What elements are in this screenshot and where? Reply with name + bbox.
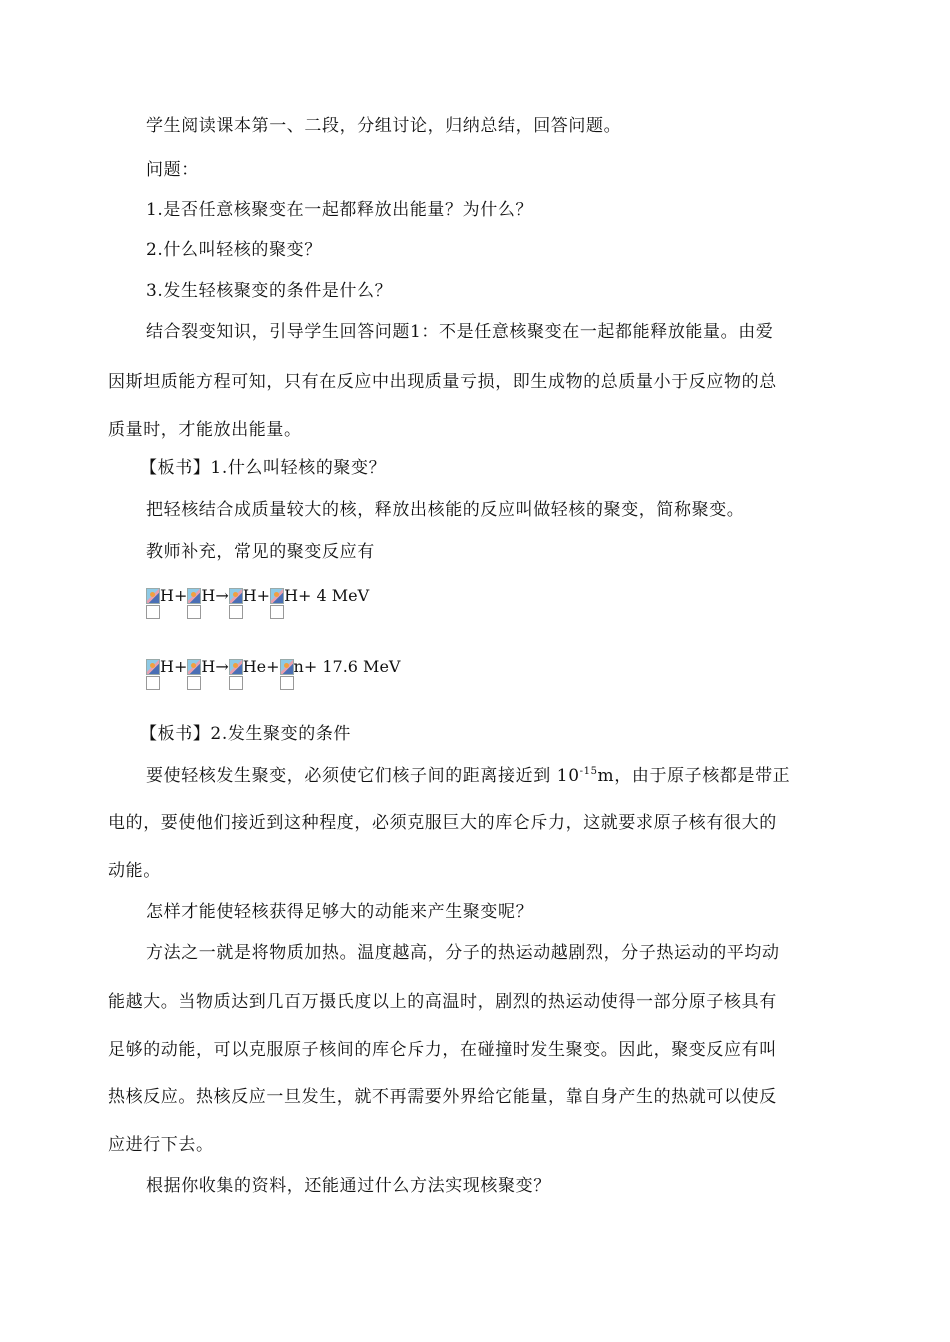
question-3: 3.发生轻核聚变的条件是什么？ <box>146 281 393 301</box>
fusion-equation-1: H+ H→ H+ H+ 4 MeV <box>146 586 369 620</box>
method-line-1: 方法之一就是将物质加热。温度越高，分子的热运动越剧烈，分子热运动的平均动 <box>146 943 780 963</box>
nuclide-image-icon <box>229 657 243 691</box>
nuclide-image-icon <box>187 586 201 620</box>
answer-1-line-3: 质量时，才能放出能量。 <box>108 420 302 440</box>
method-line-2: 能越大。当物质达到几百万摄氏度以上的高温时，剧烈的热运动使得一部分原子核具有 <box>108 992 777 1012</box>
nuclide-image-icon <box>229 586 243 620</box>
answer-1-line-2: 因斯坦质能方程可知，只有在反应中出现质量亏损，即生成物的总质量小于反应物的总 <box>108 372 777 392</box>
nuclide-image-icon <box>280 657 294 691</box>
method-line-4: 热核反应。热核反应一旦发生，就不再需要外界给它能量，靠自身产生的热就可以使反 <box>108 1087 777 1107</box>
closing-question: 根据你收集的资料，还能通过什么方法实现核聚变？ <box>146 1176 551 1196</box>
question-1: 1.是否任意核聚变在一起都释放出能量？为什么？ <box>146 200 534 220</box>
teacher-supplement: 教师补充，常见的聚变反应有 <box>146 542 375 562</box>
condition-line-2: 电的，要使他们接近到这种程度，必须克服巨大的库仑斥力，这就要求原子核有很大的 <box>108 813 777 833</box>
board-note-1: 【板书】1.什么叫轻核的聚变？ <box>140 458 387 478</box>
fusion-definition: 把轻核结合成质量较大的核，释放出核能的反应叫做轻核的聚变，简称聚变。 <box>146 500 745 520</box>
question-2: 2.什么叫轻核的聚变？ <box>146 240 322 260</box>
condition-line-1: 要使轻核发生聚变，必须使它们核子间的距离接近到 $10^{-15}m$，由于原子核都是带正 <box>146 766 791 786</box>
intro-paragraph: 学生阅读课本第一、二段，分组讨论，归纳总结，回答问题。 <box>146 116 622 136</box>
nuclide-image-icon <box>146 586 160 620</box>
fusion-equation-2: H+ H→ He+ n+ 17.6 MeV <box>146 657 400 691</box>
board-note-2: 【板书】2.发生聚变的条件 <box>140 724 352 744</box>
questions-heading: 问题： <box>146 160 199 180</box>
nuclide-image-icon <box>187 657 201 691</box>
nuclide-image-icon <box>146 657 160 691</box>
method-line-5: 应进行下去。 <box>108 1135 214 1155</box>
condition-line-3: 动能。 <box>108 861 161 881</box>
question-how: 怎样才能使轻核获得足够大的动能来产生聚变呢？ <box>146 902 534 922</box>
answer-1-line-1: 结合裂变知识，引导学生回答问题1：不是任意核聚变在一起都能释放能量。由爱 <box>146 322 774 342</box>
nuclide-image-icon <box>270 586 284 620</box>
method-line-3: 足够的动能，可以克服原子核间的库仑斥力，在碰撞时发生聚变。因此，聚变反应有叫 <box>108 1040 777 1060</box>
